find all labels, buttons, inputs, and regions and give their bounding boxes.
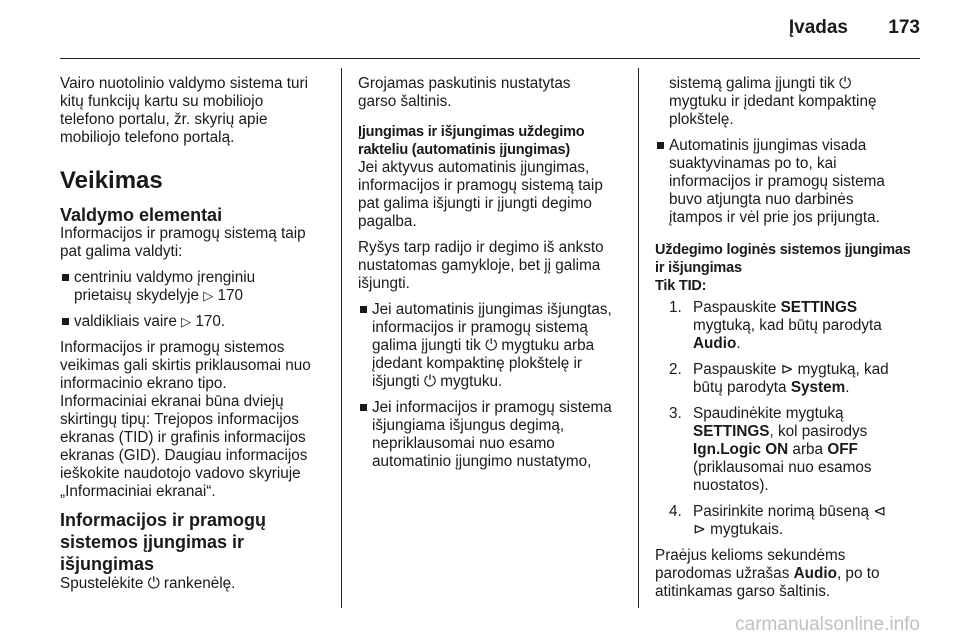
heading-on-off: Informacijos ir pramogų sistemos įjungimas ir išjungimas: [60, 510, 267, 574]
ref-arrow-icon: ▷: [181, 314, 192, 329]
settings-button-label: SETTINGS: [780, 299, 858, 316]
display-types-paragraph: Informacijos ir pramogų sistemos veikimas gali skirtis priklausomai nuo informacinio ekrano tipo. Informaciniai ekranai būna dviejų skirtingų tipų: Trejopos informacijos ekranas (TID) ir grafinis informacijos ekranas (GID). Daugiau informacijos ieškokite naudotojo vadovo skyriuje „Informaciniai ekranai“.: [60, 339, 311, 500]
power-knob-paragraph: Spustelėkite ⏻ rankenėlę.: [60, 575, 236, 592]
step-number: 3.: [669, 405, 682, 422]
heading-ignition-autoon: Įjungimas ir išjungimas uždegimo rakteliu (automatinis įjungimas): [358, 124, 585, 158]
step-number: 4.: [669, 503, 682, 520]
bullet-text: centriniu valdymo įrenginiu prietaisų skydelyje: [74, 269, 256, 304]
page-title: Įvadas: [788, 17, 848, 38]
left-arrow-button-icon: ⊲: [873, 503, 887, 520]
bullet-square-icon: [360, 404, 367, 411]
factory-link-paragraph: Ryšys tarp radijo ir degimo iš anksto nustatomas gamykloje, bet jį galima išjungti.: [358, 239, 604, 292]
bullet-square-icon: [62, 274, 69, 281]
heading-tid-only: Tik TID:: [655, 278, 707, 294]
page-ref-link[interactable]: 170.: [195, 313, 226, 330]
intro-paragraph: Vairo nuotolinio valdymo sistema turi kitų funkcijų kartu su mobiliojo telefono portalu, žr. skyrių apie mobiliojo telefono portalą.: [60, 75, 308, 146]
last-source-paragraph: Grojamas paskutinis nustatytas garso šaltinis.: [358, 75, 571, 110]
heading-ignition-logic: Uždegimo loginės sistemos įjungimas ir išjungimas: [655, 242, 911, 276]
ign-logic-on-label: Ign.Logic ON: [693, 441, 789, 458]
settings-button-label: SETTINGS: [693, 423, 770, 440]
autoon-paragraph: Jei aktyvus automatinis įjungimas, informacijos ir pramogų sistemą taip pat galima išjungti ir įjungti degimo pagalba.: [358, 159, 603, 230]
column-1: [60, 75, 332, 601]
bullet-text: Automatinis įjungimas visada suaktyvinamas po to, kai informacijos ir pramogų sistema buvo atjungta nuo darbinės įtampos ir vėl prie jos prijungta.: [669, 137, 885, 226]
heading-veikimas: Veikimas: [60, 167, 163, 194]
right-arrow-button-icon: ⊳: [780, 361, 794, 378]
bullet-autoon-disabled: [358, 301, 626, 391]
page-header: [0, 0, 960, 60]
controls-paragraph: Informacijos ir pramogų sistemą taip pat galima valdyti:: [60, 225, 306, 260]
bullet-square-icon: [657, 142, 664, 149]
step-2: 2. Paspauskite ⊳ mygtuką, kad būtų parodyta System.: [669, 361, 889, 396]
bullet-text: Jei automatinis įjungimas išjungtas, informacijos ir pramogų sistemą galima įjungti tik ⏻ mygtuku arba įdedant kompaktinę plokštelę ir išjungti ⏻ mygtuku.: [372, 301, 612, 390]
bullet-text: sistemą galima įjungti tik ⏻ mygtuku ir įdedant kompaktinę plokštelę.: [669, 75, 877, 128]
step-3: 3. Spaudinėkite mygtuką SETTINGS, kol pasirodys Ign.Logic ON arba OFF (priklausomai nuo esamos nuostatos).: [669, 405, 872, 494]
bullet-continuation: [655, 75, 930, 129]
step-number: 2.: [669, 361, 682, 378]
bullet-autoon-always: [655, 137, 930, 227]
watermark-text: carmanualsonline.info: [735, 614, 920, 635]
closing-paragraph: Praėjus kelioms sekundėms parodomas užrašas Audio, po to atitinkamas garso šaltinis.: [655, 547, 880, 600]
bullet-square-icon: [360, 306, 367, 313]
bullet-text: valdikliais vaire: [74, 313, 177, 330]
page-ref-link[interactable]: 170: [217, 287, 244, 304]
page-number: 173: [888, 17, 920, 38]
column-divider-2: [638, 68, 639, 608]
bullet-square-icon: [62, 318, 69, 325]
step-number: 1.: [669, 299, 682, 316]
audio-label: Audio: [793, 565, 837, 582]
bullet-text: Jei informacijos ir pramogų sistema išjungiama išjungus degimą, nepriklausomai nuo esamo automatinio įjungimo nustatymo,: [372, 399, 612, 470]
bullet-ignition-off: [358, 399, 626, 471]
off-label: OFF: [827, 441, 858, 458]
step-4: 4. Pasirinkite norimą būseną ⊲ ⊳ mygtukais.: [669, 503, 887, 538]
column-divider-1: [341, 68, 342, 608]
step-1: 1. Paspauskite SETTINGS mygtuką, kad būtų parodyta Audio.: [669, 299, 882, 352]
column-3: [655, 75, 930, 609]
header-rule: [60, 58, 920, 59]
audio-label: Audio: [693, 335, 737, 352]
system-label: System: [790, 379, 846, 396]
bullet-central-control: [60, 269, 332, 305]
column-2: [358, 75, 626, 479]
right-arrow-button-icon: ⊳: [693, 521, 706, 538]
bullet-steering-controls: [60, 313, 332, 331]
ref-arrow-icon: ▷: [203, 288, 214, 303]
heading-valdymo-elementai: Valdymo elementai: [60, 205, 223, 225]
